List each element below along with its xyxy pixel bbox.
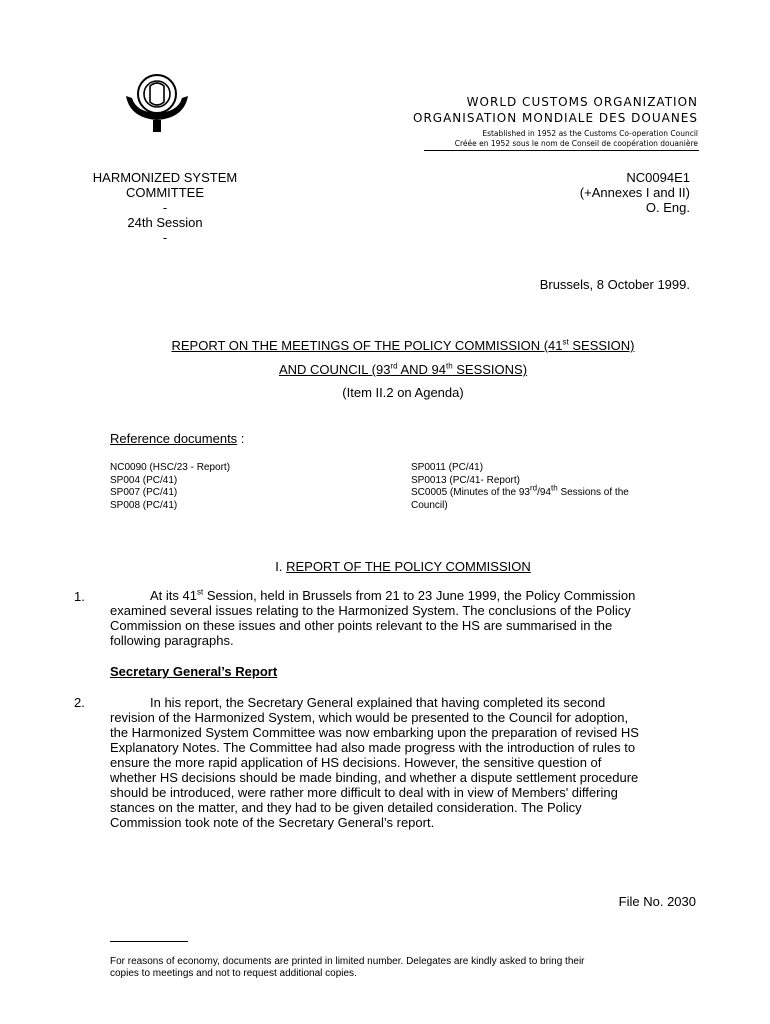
- annexes: (+Annexes I and II): [579, 185, 690, 200]
- established-fr: Créée en 1952 sous le nom de Conseil de coopération douanière: [454, 139, 698, 148]
- org-name-fr: ORGANISATION MONDIALE DES DOUANES: [413, 111, 698, 125]
- paragraph-1: At its 41st Session, held in Brussels from 21 to 23 June 1999, the Policy Commission examined several issues relating to the Harmonized System. The conclusions of the Policy Commission on these issues and other points relevant to the HS are summarised in the following paragraphs.: [110, 587, 636, 648]
- committee-line2: COMMITTEE: [126, 185, 204, 200]
- ref-docs-left: [110, 462, 230, 512]
- doc-number: NC0094E1: [626, 170, 690, 185]
- title-line2: AND COUNCIL (93rd AND 94th SESSIONS): [278, 361, 528, 377]
- reference-block: [580, 170, 690, 215]
- file-number: File No. 2030: [618, 894, 696, 909]
- ref-doc: SP004 (PC/41): [110, 474, 178, 486]
- committee-dash2: -: [162, 230, 168, 245]
- ref-doc: Council): [411, 499, 448, 511]
- ref-doc: SP008 (PC/41): [110, 499, 178, 511]
- wco-logo: [124, 72, 190, 134]
- language: O. Eng.: [645, 200, 690, 215]
- committee-block: [86, 170, 244, 245]
- document-date: Brussels, 8 October 1999.: [539, 277, 690, 292]
- header-rule: [424, 150, 699, 151]
- ref-docs-right: [411, 462, 629, 512]
- ref-doc: SP0013 (PC/41- Report): [411, 474, 520, 486]
- footnote: For reasons of economy, documents are printed in limited number. Delegates are kindly asked to bring their copies to meetings and not to request additional copies.: [110, 956, 585, 979]
- paragraph-number: 1.: [74, 589, 85, 604]
- title-line3: (Item II.2 on Agenda): [342, 385, 464, 400]
- ref-doc: SP0011 (PC/41): [411, 462, 484, 473]
- subheading-sg-report: Secretary General’s Report: [110, 664, 278, 679]
- ref-doc: NC0090 (HSC/23 - Report): [110, 462, 231, 473]
- section-heading: I. REPORT OF THE POLICY COMMISSION: [275, 559, 531, 574]
- established-en: Established in 1952 as the Customs Co-operation Council: [482, 129, 698, 138]
- paragraph-2: In his report, the Secretary General explained that having completed its second revision of the Harmonized System, which would be presented to the Council for adoption, the Harmonized System Committee was now embarking upon the preparation of revised HS Explanatory Notes. The Committee had also made progress with the introduction of rules to ensure the more rapid application of HS decisions. However, the sensitive question of whether HS decisions should be made binding, and whether a dispute settlement procedure should be introduced, were rather more difficult to deal with in view of Members' differing stances on the matter, and they had to be given detailed consideration. The Policy Commission took note of the Secretary General’s report.: [110, 695, 639, 830]
- ref-doc: SP007 (PC/41): [110, 487, 178, 498]
- paragraph-number: 2.: [74, 695, 85, 710]
- org-name-en: WORLD CUSTOMS ORGANIZATION: [466, 95, 698, 109]
- title-line1: REPORT ON THE MEETINGS OF THE POLICY COMMISSION (41st SESSION): [171, 337, 635, 353]
- committee-session: 24th Session: [127, 215, 203, 230]
- committee-line1: HARMONIZED SYSTEM: [92, 170, 238, 185]
- reference-docs-heading: Reference documents :: [110, 431, 245, 446]
- footnote-rule: [110, 941, 188, 942]
- ref-doc: SC0005 (Minutes of the 93rd/94th Sessions of the: [411, 483, 629, 498]
- committee-dash1: -: [162, 200, 168, 215]
